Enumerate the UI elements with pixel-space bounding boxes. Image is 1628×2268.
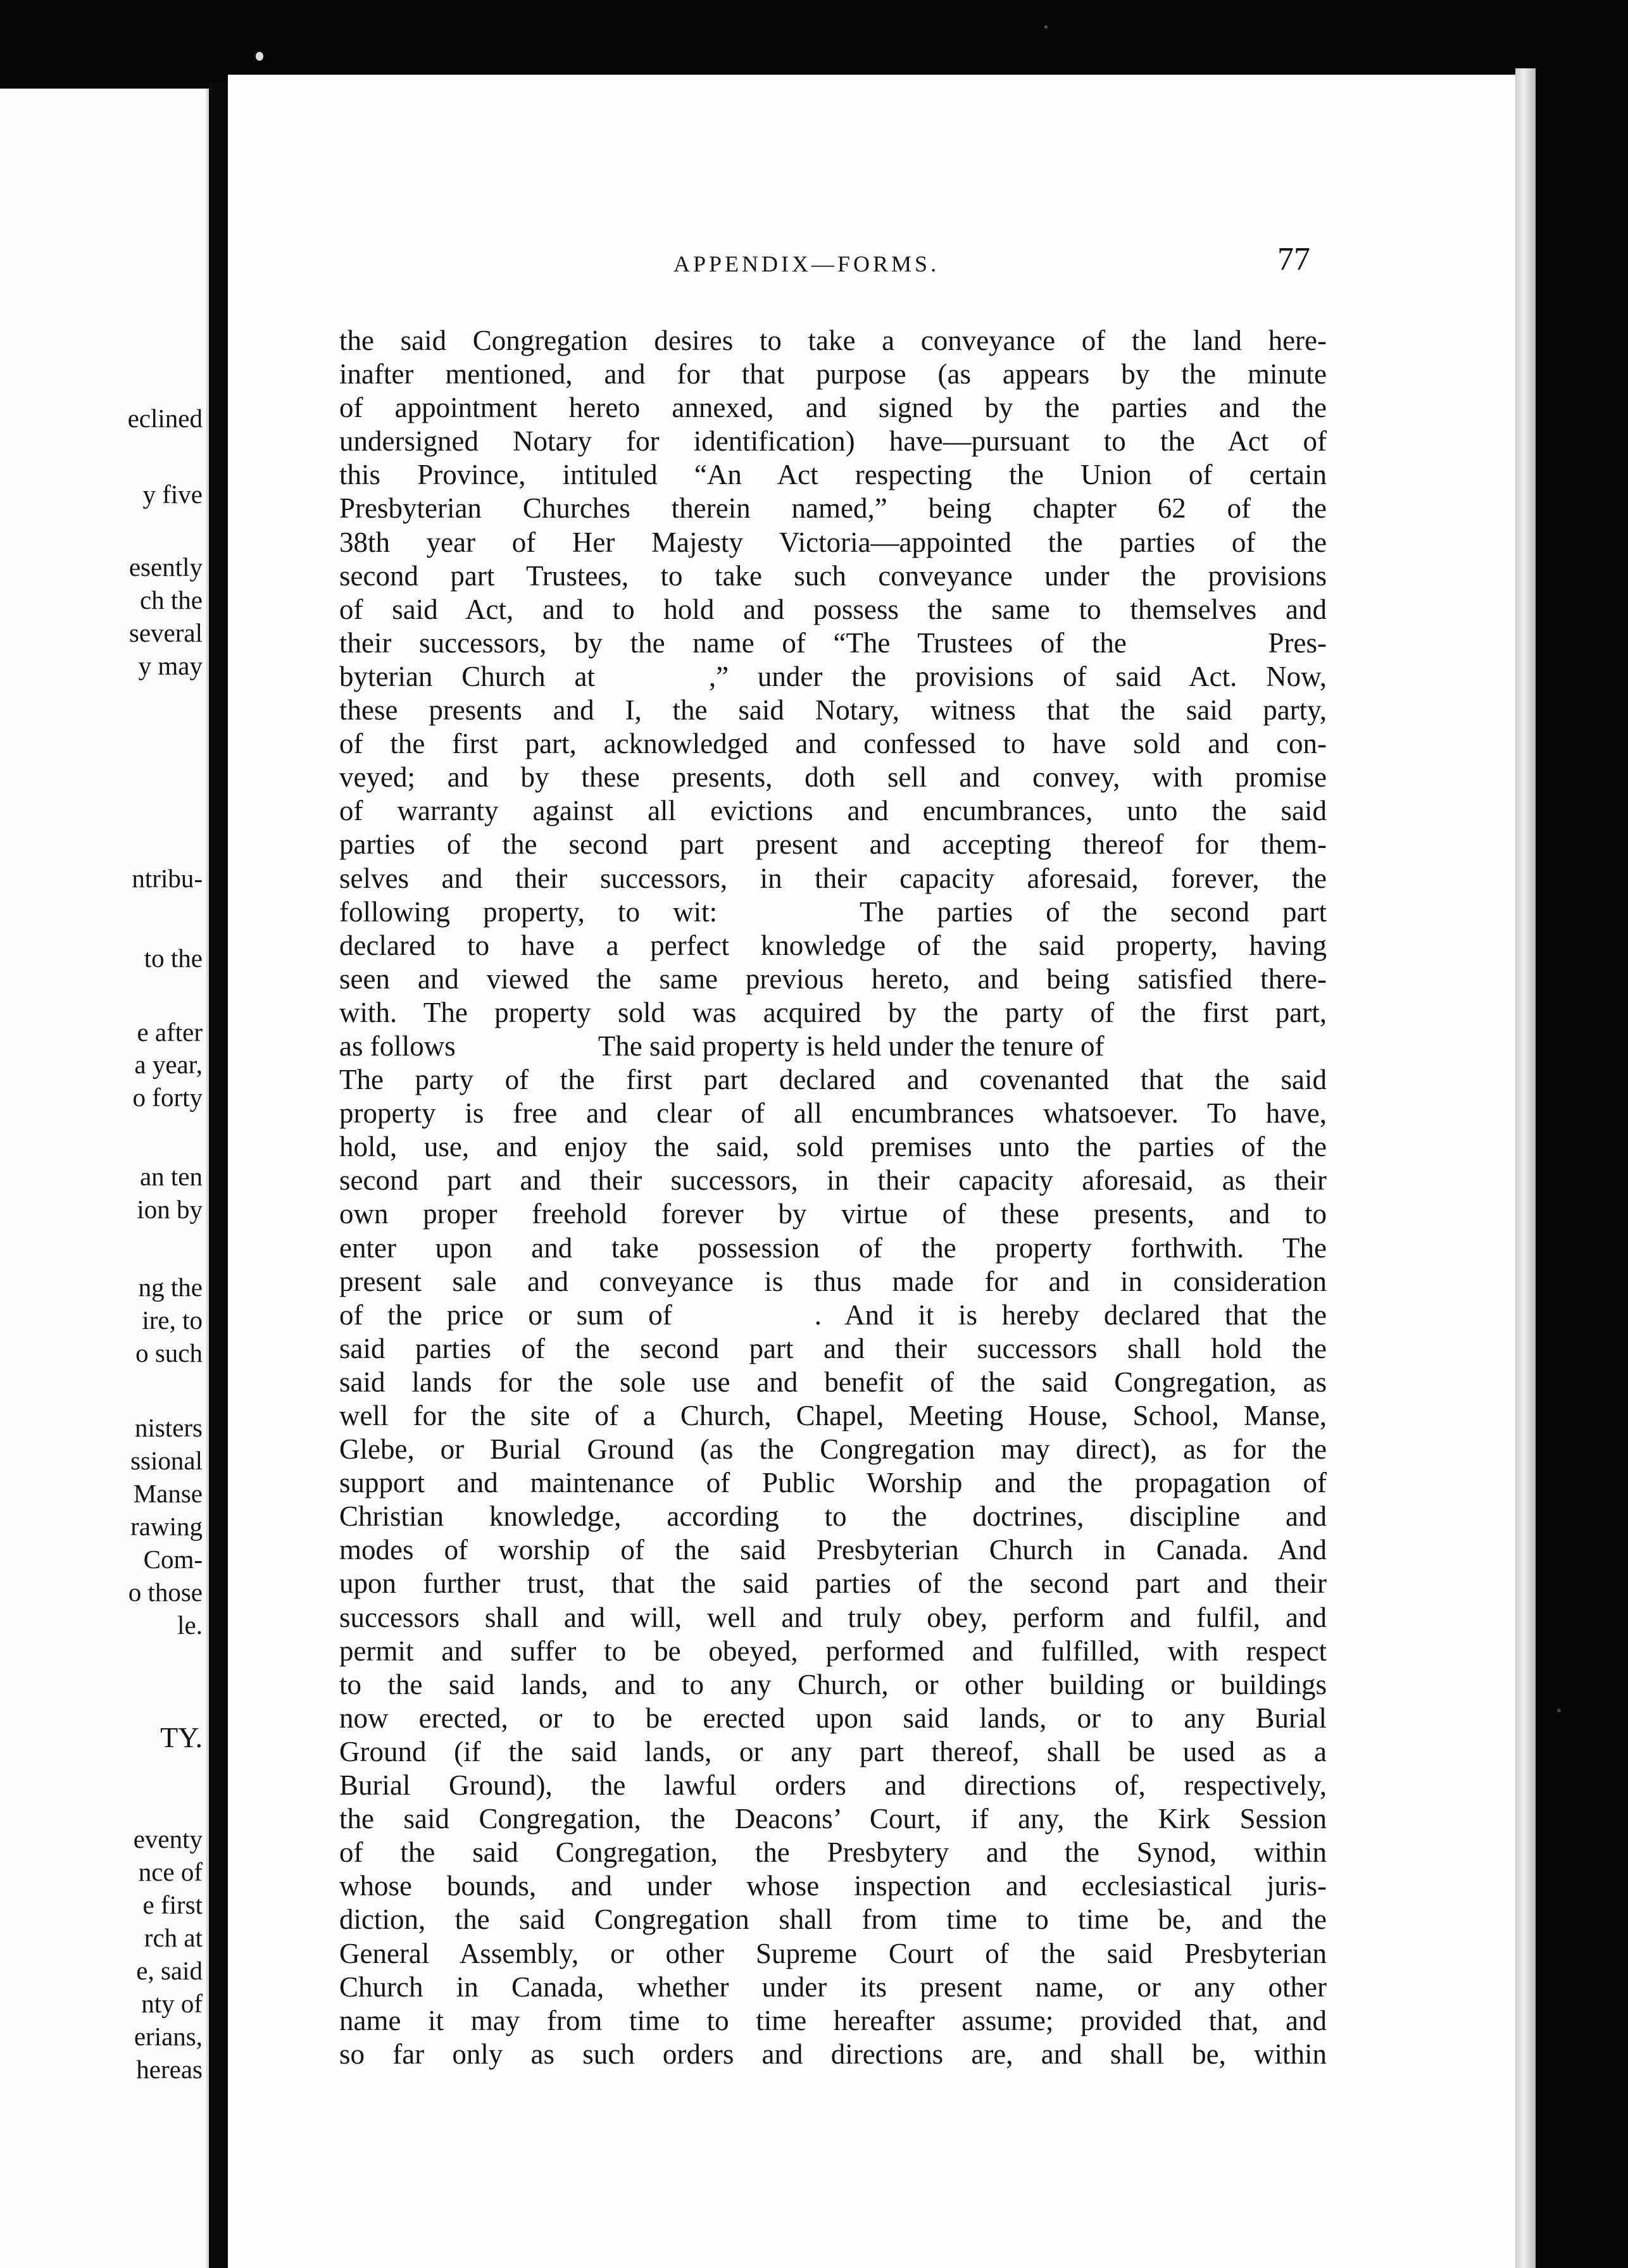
text-line: byterian Church at ,” under the provisions of said Act. Now,: [339, 660, 1327, 692]
text-line: property is free and clear of all encumbrances whatsoever. To have,: [339, 1097, 1327, 1130]
left-fragment: e first: [142, 1890, 203, 1919]
text-line: of warranty against all evictions and encumbrances, unto the said: [339, 795, 1327, 827]
text-line: upon further trust, that the said parties of the second part and their: [339, 1567, 1327, 1600]
text-line: to the said lands, and to any Church, or other building or buildings: [339, 1668, 1327, 1700]
left-fragment: to the: [144, 944, 203, 973]
left-fragment: ion by: [137, 1195, 203, 1224]
text-line: second part Trustees, to take such conveyance under the provisions: [339, 559, 1327, 592]
running-head: APPENDIX—FORMS.: [673, 251, 940, 277]
text-line: inafter mentioned, and for that purpose (as appears by the minute: [339, 358, 1327, 390]
left-fragment: y may: [138, 651, 203, 680]
text-line: diction, the said Congregation shall from time to time be, and the: [339, 1904, 1327, 1936]
text-line: present sale and conveyance is thus made for and in consideration: [339, 1265, 1327, 1297]
text-line: said lands for the sole use and benefit of the said Congregation, as: [339, 1366, 1327, 1398]
text-line: of said Act, and to hold and possess the same to themselves and: [339, 593, 1327, 625]
text-line: modes of worship of the said Presbyterian Church in Canada. And: [339, 1534, 1327, 1566]
text-line: the said Congregation desires to take a conveyance of the land here-: [339, 325, 1327, 356]
scan-speck: [256, 52, 263, 61]
text-line: support and maintenance of Public Worship and the propagation of: [339, 1467, 1327, 1499]
text-line: Presbyterian Churches therein named,” being chapter 62 of the: [339, 492, 1327, 525]
left-fragment: nty of: [141, 1989, 203, 2018]
left-fragment: ire, to: [142, 1305, 203, 1335]
text-line: seen and viewed the same previous hereto, and being satisfied there-: [339, 963, 1327, 995]
scan-speck: [1557, 1709, 1561, 1712]
text-line: name it may from time to time hereafter assume; provided that, and: [339, 2004, 1327, 2036]
text-line: well for the site of a Church, Chapel, Meeting House, School, Manse,: [339, 1400, 1327, 1431]
text-line: 38th year of Her Majesty Victoria—appointed the parties of the: [339, 526, 1327, 558]
left-fragment: a year,: [134, 1050, 203, 1079]
text-line: Burial Ground), the lawful orders and directions of, respectively,: [339, 1769, 1327, 1802]
left-page-fragment: [0, 89, 209, 2268]
text-line: Christian knowledge, according to the doctrines, discipline and: [339, 1500, 1327, 1533]
left-fragment: an ten: [139, 1162, 203, 1191]
text-line: undersigned Notary for identification) have—pursuant to the Act of: [339, 425, 1327, 458]
text-line: now erected, or to be erected upon said lands, or to any Burial: [339, 1702, 1327, 1734]
text-line: own proper freehold forever by virtue of these presents, and to: [339, 1198, 1327, 1230]
left-fragment: erians,: [134, 2022, 203, 2051]
scan-speck: [1044, 25, 1048, 28]
text-line: this Province, intituled “An Act respecting the Union of certain: [339, 459, 1327, 491]
text-line: following property, to wit: The parties of the second part: [339, 895, 1327, 928]
left-fragment: hereas: [136, 2055, 203, 2084]
left-fragment: rawing: [130, 1512, 203, 1541]
text-line: of the first part, acknowledged and confessed to have sold and con-: [339, 728, 1327, 760]
text-line: second part and their successors, in their capacity aforesaid, as their: [339, 1164, 1327, 1197]
left-fragment: le.: [177, 1611, 203, 1640]
body-text: [339, 324, 1327, 2071]
left-fragment: ntribu-: [132, 864, 203, 893]
left-fragment: o those: [128, 1578, 203, 1607]
text-line: Glebe, or Burial Ground (as the Congregation may direct), as for the: [339, 1433, 1327, 1466]
left-fragment: nce of: [138, 1857, 203, 1886]
text-line: the said Congregation, the Deacons’ Court, if any, the Kirk Session: [339, 1803, 1327, 1835]
left-fragment: eclined: [127, 404, 203, 433]
left-fragment: nisters: [134, 1413, 203, 1442]
text-line: parties of the second part present and accepting thereof for them-: [339, 828, 1327, 861]
left-fragment: TY.: [160, 1721, 203, 1754]
left-fragment: ng the: [138, 1273, 203, 1302]
page-edge: [1515, 68, 1536, 2268]
left-fragment: rch at: [144, 1923, 203, 1952]
text-line: of the said Congregation, the Presbytery and the Synod, within: [339, 1836, 1327, 1869]
text-line: enter upon and take possession of the property forthwith. The: [339, 1231, 1327, 1264]
left-fragment: Com-: [143, 1545, 203, 1574]
text-line: whose bounds, and under whose inspection and ecclesiastical juris-: [339, 1870, 1327, 1902]
text-line: their successors, by the name of “The Trustees of the Pres-: [339, 626, 1327, 659]
text-line: hold, use, and enjoy the said, sold premises unto the parties of the: [339, 1131, 1327, 1163]
left-fragment: o forty: [132, 1083, 203, 1112]
text-line: successors shall and will, well and truly obey, perform and fulfil, and: [339, 1601, 1327, 1633]
left-fragment: esently: [128, 552, 203, 582]
text-line: declared to have a perfect knowledge of the said property, having: [339, 929, 1327, 961]
left-fragment: ch the: [139, 585, 203, 614]
text-line: so far only as such orders and directions are, and shall be, within: [339, 2038, 1327, 2070]
left-fragment: Manse: [133, 1479, 203, 1508]
text-line: these presents and I, the said Notary, witness that the said party,: [339, 694, 1327, 726]
text-line: of the price or sum of . And it is hereby declared that the: [339, 1299, 1327, 1331]
text-line: veyed; and by these presents, doth sell and convey, with promise: [339, 761, 1327, 794]
text-line: Church in Canada, whether under its present name, or any other: [339, 1971, 1327, 2003]
text-line: as follows The said property is held under the tenure of: [339, 1030, 1105, 1062]
page-number: 77: [1277, 241, 1310, 277]
text-line: Ground (if the said lands, or any part thereof, shall be used as a: [339, 1735, 1327, 1767]
book-gutter: [209, 82, 228, 2268]
left-fragment: eventy: [133, 1824, 203, 1854]
left-fragment: e after: [137, 1018, 203, 1047]
left-fragment: e, said: [136, 1956, 203, 1985]
text-line: The party of the first part declared and covenanted that the said: [339, 1064, 1327, 1096]
left-fragment: ssional: [130, 1446, 203, 1475]
text-line: of appointment hereto annexed, and signed by the parties and the: [339, 392, 1327, 424]
text-line: said parties of the second part and their successors shall hold the: [339, 1332, 1327, 1364]
text-line: selves and their successors, in their capacity aforesaid, forever, the: [339, 862, 1327, 894]
text-line: permit and suffer to be obeyed, performed and fulfilled, with respect: [339, 1635, 1327, 1667]
text-line: with. The property sold was acquired by the party of the first part,: [339, 996, 1327, 1028]
left-fragment: several: [128, 618, 203, 647]
left-fragment: o such: [135, 1338, 203, 1368]
text-line: General Assembly, or other Supreme Court of the said Presbyterian: [339, 1937, 1327, 1969]
left-fragment: y five: [142, 480, 203, 509]
